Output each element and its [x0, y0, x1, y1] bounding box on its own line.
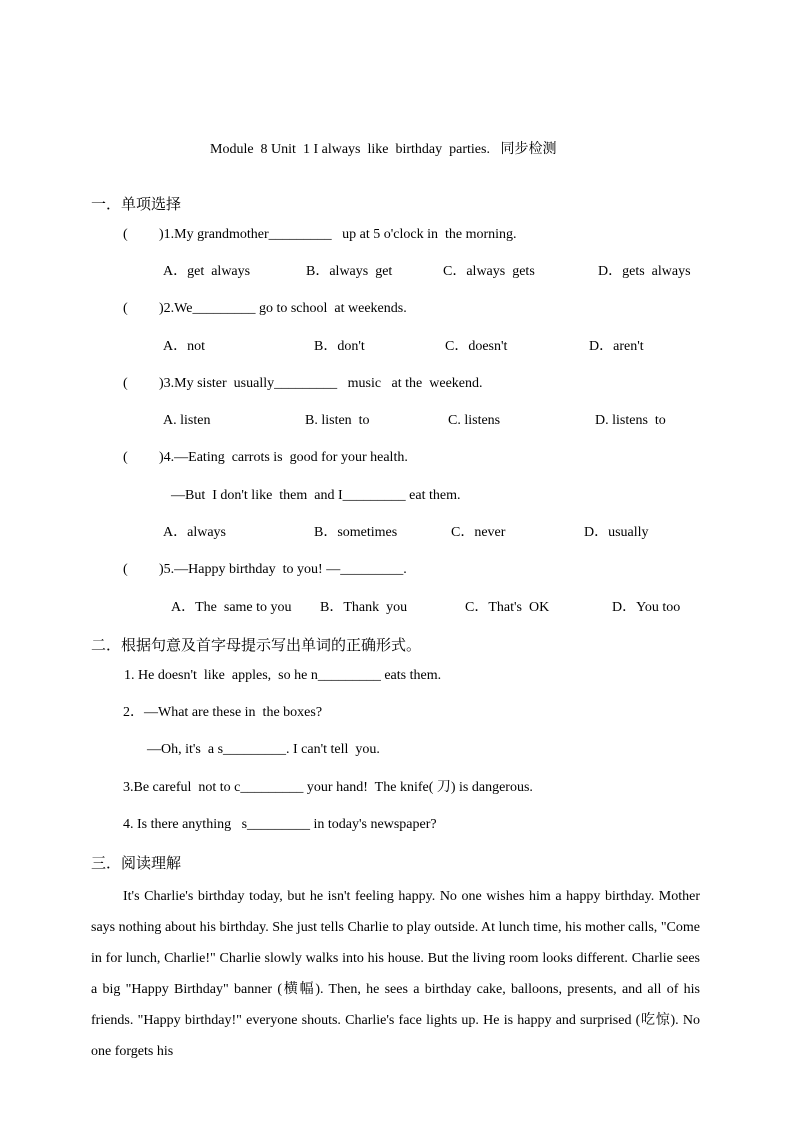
q3-option-c: C. listens: [448, 413, 501, 428]
q1-option-b: B．always get: [306, 264, 393, 279]
question-1-stem: )1.My grandmother_________ up at 5 o'clock in the morning.: [159, 227, 517, 242]
answer-paren: (: [123, 562, 128, 577]
q4-option-b: B．sometimes: [314, 525, 398, 540]
q5-option-a: A．The same to you: [171, 600, 292, 615]
q5-option-c: C．That's OK: [465, 600, 550, 615]
fill-item-2: 2．—What are these in the boxes?: [123, 705, 323, 720]
answer-paren: (: [123, 376, 128, 391]
q1-option-d: D．gets always: [598, 264, 691, 279]
fill-item-2-response: —Oh, it's a s_________. I can't tell you.: [147, 742, 380, 757]
question-3-stem: )3.My sister usually_________ music at the weekend.: [159, 376, 483, 391]
fill-item-3: 3.Be careful not to c_________ your hand! The knife( 刀) is dangerous.: [123, 780, 533, 795]
q3-option-b: B. listen to: [305, 413, 370, 428]
question-4-response: —But I don't like them and I_________ eat them.: [171, 488, 461, 503]
answer-paren: (: [123, 301, 128, 316]
question-5-stem: )5.—Happy birthday to you! —_________.: [159, 562, 407, 577]
q3-option-a: A. listen: [163, 413, 211, 428]
q1-option-c: C．always gets: [443, 264, 535, 279]
section-heading-reading: 三．阅读理解: [91, 856, 182, 872]
section-heading-word-forms: 二．根据句意及首字母提示写出单词的正确形式。: [91, 638, 422, 654]
fill-item-1: 1. He doesn't like apples, so he n_________ eats them.: [124, 668, 442, 683]
section-heading-multiple-choice: 一．单项选择: [91, 197, 182, 213]
q2-option-d: D．aren't: [589, 339, 644, 354]
answer-paren: (: [123, 227, 128, 242]
q1-option-a: A．get always: [163, 264, 251, 279]
reading-passage: It's Charlie's birthday today, but he isn't feeling happy. No one wishes him a happy birthday. Mother says nothing about his birthday. She just tells Charlie to play outside. At lunch time, his mother calls, "Come in for lunch, Charlie!" Charlie slowly walks into his house. But the living room looks different. Charlie sees a big "Happy Birthday" banner (横幅). Then, he sees a birthday cake, balloons, presents, and all of his friends. "Happy birthday!" everyone shouts. Charlie's face lights up. He is happy and surprised (吃惊). No one forgets his: [91, 889, 700, 1059]
q3-option-d: D. listens to: [595, 413, 666, 428]
q2-option-b: B．don't: [314, 339, 365, 354]
q4-option-d: D．usually: [584, 525, 649, 540]
q5-option-b: B．Thank you: [320, 600, 408, 615]
page-title: Module 8 Unit 1 I always like birthday parties. 同步检测: [210, 142, 557, 157]
question-4-stem: )4.—Eating carrots is good for your health.: [159, 450, 408, 465]
q2-option-c: C．doesn't: [445, 339, 508, 354]
q2-option-a: A．not: [163, 339, 205, 354]
fill-item-4: 4. Is there anything s_________ in today's newspaper?: [123, 817, 437, 832]
question-2-stem: )2.We_________ go to school at weekends.: [159, 301, 407, 316]
q4-option-c: C．never: [451, 525, 506, 540]
q4-option-a: A．always: [163, 525, 226, 540]
answer-paren: (: [123, 450, 128, 465]
q5-option-d: D．You too: [612, 600, 681, 615]
